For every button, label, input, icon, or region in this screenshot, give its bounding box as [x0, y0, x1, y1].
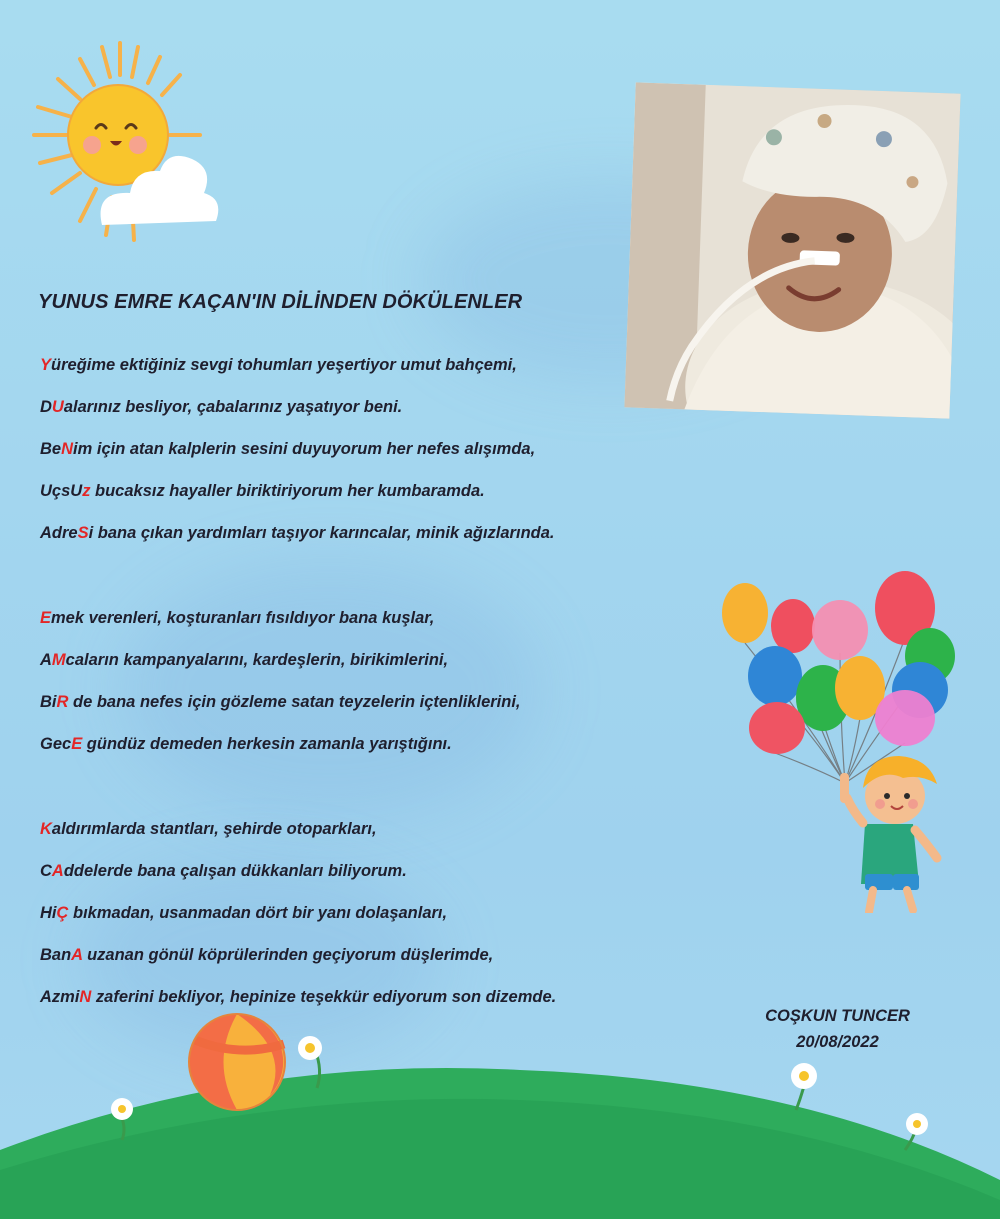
acrostic-letter: R [56, 693, 69, 711]
acrostic-letter: E [71, 735, 83, 753]
signature-date: 20/08/2022 [796, 1033, 879, 1051]
acrostic-letter: z [82, 482, 91, 500]
signature-name: COŞKUN TUNCER [765, 1007, 910, 1025]
poem-stanza [40, 344, 680, 554]
poem-line: AdreSi bana çıkan yardımları taşıyor karıncalar, minik ağızlarında. [40, 524, 555, 542]
poem-line: Emek verenleri, koşturanları fısıldıyor bana kuşlar, [40, 609, 435, 627]
poem-stanza [40, 808, 680, 1018]
acrostic-letter: E [40, 609, 52, 627]
poem-line: CAddelerde bana çalışan dükkanları biliyorum. [40, 862, 407, 880]
poem-line: BanA uzanan gönül köprülerinden geçiyorum düşlerimde, [40, 946, 494, 964]
acrostic-letter: N [79, 988, 92, 1006]
poem-line: GecE gündüz demeden herkesin zamanla yarıştığını. [40, 735, 452, 753]
beach-ball-illustration [189, 1014, 285, 1110]
acrostic-letter: Ç [56, 904, 69, 922]
poem-line: HiÇ bıkmadan, usanmadan dört bir yanı dolaşanları, [40, 904, 448, 922]
acrostic-letter: S [77, 524, 89, 542]
acrostic-letter: A [51, 862, 64, 880]
acrostic-letter: K [40, 820, 52, 838]
poem-line: BeNim için atan kalplerin sesini duyuyorum her nefes alışımda, [40, 440, 536, 458]
poem-line: AzmiN zaferini bekliyor, hepinize teşekkür ediyorum son dizemde. [40, 988, 557, 1006]
poem-line: Kaldırımlarda stantları, şehirde otoparkları, [40, 820, 377, 838]
boy-with-balloons-illustration [715, 568, 975, 913]
poem [40, 344, 680, 1018]
poem-stanza [40, 597, 680, 765]
acrostic-letter: A [71, 946, 83, 964]
green-hill-illustration [0, 1000, 1000, 1219]
acrostic-letter: U [51, 398, 64, 416]
acrostic-letter: Y [40, 356, 52, 374]
acrostic-letter: M [51, 651, 66, 669]
poem-line: BiR de bana nefes için gözleme satan teyzelerin içtenliklerini, [40, 693, 521, 711]
acrostic-letter: N [61, 440, 74, 458]
poem-title: YUNUS EMRE KAÇAN'IN DİLİNDEN DÖKÜLENLER [38, 291, 523, 313]
poem-line: DUalarınız besliyor, çabalarınız yaşatıyor beni. [40, 398, 403, 416]
poem-line: Yüreğime ektiğiniz sevgi tohumları yeşertiyor umut bahçemi, [40, 356, 517, 374]
poem-line: AMcaların kampanyalarını, kardeşlerin, birikimlerini, [40, 651, 449, 669]
sun-illustration [30, 35, 220, 245]
poem-line: UçsUz bucaksız hayaller biriktiriyorum her kumbaramda. [40, 482, 485, 500]
